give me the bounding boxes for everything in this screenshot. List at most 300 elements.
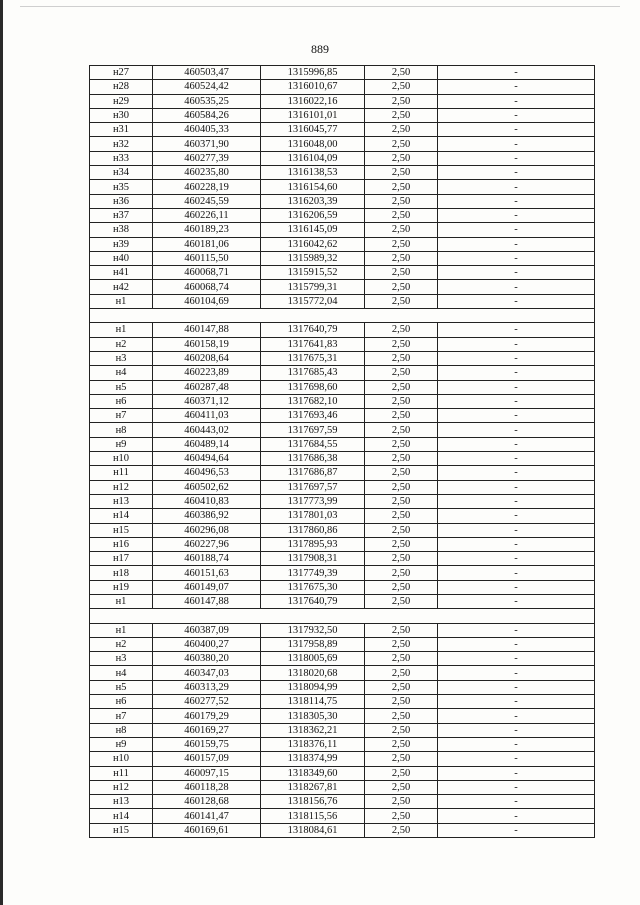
- table-row: [90, 695, 595, 709]
- description-cell: -: [438, 566, 595, 580]
- description-cell: -: [438, 380, 595, 394]
- table-row: [90, 108, 595, 122]
- point-name-cell: н16: [90, 537, 153, 551]
- x-coordinate-cell: 460115,50: [153, 251, 261, 265]
- accuracy-cell: 2,50: [365, 823, 438, 837]
- table-row: [90, 594, 595, 608]
- x-coordinate-cell: 460188,74: [153, 552, 261, 566]
- y-coordinate-cell: 1318267,81: [261, 780, 365, 794]
- table-row: [90, 266, 595, 280]
- accuracy-cell: 2,50: [365, 580, 438, 594]
- table-row: [90, 680, 595, 694]
- accuracy-cell: 2,50: [365, 537, 438, 551]
- accuracy-cell: 2,50: [365, 280, 438, 294]
- x-coordinate-cell: 460097,15: [153, 766, 261, 780]
- table-row: [90, 323, 595, 337]
- table-row: [90, 437, 595, 451]
- accuracy-cell: 2,50: [365, 723, 438, 737]
- table-row: [90, 480, 595, 494]
- point-name-cell: н6: [90, 695, 153, 709]
- description-cell: -: [438, 437, 595, 451]
- accuracy-cell: 2,50: [365, 123, 438, 137]
- point-name-cell: н34: [90, 166, 153, 180]
- separator-cell: [90, 609, 595, 623]
- x-coordinate-cell: 460141,47: [153, 809, 261, 823]
- description-cell: -: [438, 80, 595, 94]
- table-row: [90, 737, 595, 751]
- y-coordinate-cell: 1317686,87: [261, 466, 365, 480]
- table-row: [90, 723, 595, 737]
- y-coordinate-cell: 1317860,86: [261, 523, 365, 537]
- accuracy-cell: 2,50: [365, 594, 438, 608]
- description-cell: -: [438, 223, 595, 237]
- point-name-cell: н1: [90, 594, 153, 608]
- accuracy-cell: 2,50: [365, 437, 438, 451]
- table-row: [90, 466, 595, 480]
- table-row: [90, 223, 595, 237]
- accuracy-cell: 2,50: [365, 552, 438, 566]
- x-coordinate-cell: 460400,27: [153, 637, 261, 651]
- x-coordinate-cell: 460524,42: [153, 80, 261, 94]
- accuracy-cell: 2,50: [365, 151, 438, 165]
- table-row: [90, 652, 595, 666]
- point-name-cell: н12: [90, 780, 153, 794]
- table-row: [90, 752, 595, 766]
- x-coordinate-cell: 460386,92: [153, 509, 261, 523]
- point-name-cell: н13: [90, 494, 153, 508]
- page-number: 889: [311, 42, 329, 56]
- description-cell: -: [438, 680, 595, 694]
- point-name-cell: н39: [90, 237, 153, 251]
- point-name-cell: н18: [90, 566, 153, 580]
- y-coordinate-cell: 1317693,46: [261, 409, 365, 423]
- description-cell: -: [438, 108, 595, 122]
- point-name-cell: н14: [90, 809, 153, 823]
- point-name-cell: н15: [90, 523, 153, 537]
- scan-edge-top: [20, 6, 620, 7]
- y-coordinate-cell: 1317686,38: [261, 452, 365, 466]
- point-name-cell: н4: [90, 666, 153, 680]
- description-cell: -: [438, 323, 595, 337]
- point-name-cell: н12: [90, 480, 153, 494]
- y-coordinate-cell: 1316048,00: [261, 137, 365, 151]
- y-coordinate-cell: 1317749,39: [261, 566, 365, 580]
- table-row: [90, 151, 595, 165]
- y-coordinate-cell: 1318362,21: [261, 723, 365, 737]
- table-row: [90, 709, 595, 723]
- x-coordinate-cell: 460068,71: [153, 266, 261, 280]
- x-coordinate-cell: 460235,80: [153, 166, 261, 180]
- accuracy-cell: 2,50: [365, 337, 438, 351]
- point-name-cell: н31: [90, 123, 153, 137]
- point-name-cell: н15: [90, 823, 153, 837]
- table-row: [90, 566, 595, 580]
- x-coordinate-cell: 460494,64: [153, 452, 261, 466]
- x-coordinate-cell: 460208,64: [153, 351, 261, 365]
- accuracy-cell: 2,50: [365, 480, 438, 494]
- y-coordinate-cell: 1317697,57: [261, 480, 365, 494]
- point-name-cell: н30: [90, 108, 153, 122]
- coordinates-table: [89, 65, 595, 838]
- table-row: [90, 94, 595, 108]
- point-name-cell: н19: [90, 580, 153, 594]
- table-row: [90, 580, 595, 594]
- x-coordinate-cell: 460371,12: [153, 394, 261, 408]
- point-name-cell: н42: [90, 280, 153, 294]
- accuracy-cell: 2,50: [365, 809, 438, 823]
- accuracy-cell: 2,50: [365, 423, 438, 437]
- table-row: [90, 66, 595, 80]
- description-cell: -: [438, 723, 595, 737]
- accuracy-cell: 2,50: [365, 94, 438, 108]
- section-separator-row: [90, 609, 595, 623]
- accuracy-cell: 2,50: [365, 108, 438, 122]
- y-coordinate-cell: 1318020,68: [261, 666, 365, 680]
- scan-edge-left: [0, 0, 3, 905]
- x-coordinate-cell: 460151,63: [153, 566, 261, 580]
- x-coordinate-cell: 460371,90: [153, 137, 261, 151]
- description-cell: -: [438, 194, 595, 208]
- y-coordinate-cell: 1316154,60: [261, 180, 365, 194]
- separator-cell: [90, 309, 595, 323]
- table-row: [90, 623, 595, 637]
- point-name-cell: н1: [90, 623, 153, 637]
- y-coordinate-cell: 1318115,56: [261, 809, 365, 823]
- accuracy-cell: 2,50: [365, 66, 438, 80]
- y-coordinate-cell: 1317801,03: [261, 509, 365, 523]
- point-name-cell: н7: [90, 409, 153, 423]
- accuracy-cell: 2,50: [365, 223, 438, 237]
- accuracy-cell: 2,50: [365, 737, 438, 751]
- x-coordinate-cell: 460147,88: [153, 594, 261, 608]
- table-row: [90, 80, 595, 94]
- description-cell: -: [438, 780, 595, 794]
- y-coordinate-cell: 1318156,76: [261, 795, 365, 809]
- description-cell: -: [438, 66, 595, 80]
- table-row: [90, 409, 595, 423]
- description-cell: -: [438, 137, 595, 151]
- point-name-cell: н28: [90, 80, 153, 94]
- accuracy-cell: 2,50: [365, 80, 438, 94]
- y-coordinate-cell: 1315772,04: [261, 294, 365, 308]
- point-name-cell: н1: [90, 323, 153, 337]
- table-row: [90, 537, 595, 551]
- x-coordinate-cell: 460411,03: [153, 409, 261, 423]
- x-coordinate-cell: 460118,28: [153, 780, 261, 794]
- y-coordinate-cell: 1318376,11: [261, 737, 365, 751]
- y-coordinate-cell: 1316045,77: [261, 123, 365, 137]
- point-name-cell: н37: [90, 208, 153, 222]
- accuracy-cell: 2,50: [365, 766, 438, 780]
- table-row: [90, 394, 595, 408]
- table-row: [90, 494, 595, 508]
- description-cell: -: [438, 494, 595, 508]
- table-row: [90, 208, 595, 222]
- description-cell: -: [438, 294, 595, 308]
- accuracy-cell: 2,50: [365, 323, 438, 337]
- y-coordinate-cell: 1318305,30: [261, 709, 365, 723]
- description-cell: -: [438, 580, 595, 594]
- description-cell: -: [438, 766, 595, 780]
- description-cell: -: [438, 594, 595, 608]
- x-coordinate-cell: 460158,19: [153, 337, 261, 351]
- accuracy-cell: 2,50: [365, 137, 438, 151]
- accuracy-cell: 2,50: [365, 394, 438, 408]
- y-coordinate-cell: 1317682,10: [261, 394, 365, 408]
- y-coordinate-cell: 1316138,53: [261, 166, 365, 180]
- y-coordinate-cell: 1318374,99: [261, 752, 365, 766]
- point-name-cell: н11: [90, 466, 153, 480]
- accuracy-cell: 2,50: [365, 666, 438, 680]
- x-coordinate-cell: 460405,33: [153, 123, 261, 137]
- y-coordinate-cell: 1318094,99: [261, 680, 365, 694]
- description-cell: -: [438, 237, 595, 251]
- description-cell: -: [438, 552, 595, 566]
- description-cell: -: [438, 523, 595, 537]
- point-name-cell: н32: [90, 137, 153, 151]
- y-coordinate-cell: 1316203,39: [261, 194, 365, 208]
- y-coordinate-cell: 1317698,60: [261, 380, 365, 394]
- x-coordinate-cell: 460159,75: [153, 737, 261, 751]
- x-coordinate-cell: 460157,09: [153, 752, 261, 766]
- y-coordinate-cell: 1316022,16: [261, 94, 365, 108]
- accuracy-cell: 2,50: [365, 351, 438, 365]
- y-coordinate-cell: 1316206,59: [261, 208, 365, 222]
- y-coordinate-cell: 1317908,31: [261, 552, 365, 566]
- y-coordinate-cell: 1317958,89: [261, 637, 365, 651]
- accuracy-cell: 2,50: [365, 494, 438, 508]
- x-coordinate-cell: 460277,52: [153, 695, 261, 709]
- coordinates-table-body: [90, 66, 595, 838]
- table-row: [90, 552, 595, 566]
- table-row: [90, 337, 595, 351]
- x-coordinate-cell: 460313,29: [153, 680, 261, 694]
- accuracy-cell: 2,50: [365, 266, 438, 280]
- y-coordinate-cell: 1317895,93: [261, 537, 365, 551]
- description-cell: -: [438, 409, 595, 423]
- description-cell: -: [438, 180, 595, 194]
- table-row: [90, 351, 595, 365]
- description-cell: -: [438, 166, 595, 180]
- table-row: [90, 380, 595, 394]
- description-cell: -: [438, 823, 595, 837]
- x-coordinate-cell: 460228,19: [153, 180, 261, 194]
- table-row: [90, 523, 595, 537]
- accuracy-cell: 2,50: [365, 795, 438, 809]
- description-cell: -: [438, 123, 595, 137]
- x-coordinate-cell: 460189,23: [153, 223, 261, 237]
- x-coordinate-cell: 460149,07: [153, 580, 261, 594]
- x-coordinate-cell: 460181,06: [153, 237, 261, 251]
- description-cell: -: [438, 709, 595, 723]
- point-name-cell: н11: [90, 766, 153, 780]
- table-row: [90, 237, 595, 251]
- x-coordinate-cell: 460128,68: [153, 795, 261, 809]
- point-name-cell: н27: [90, 66, 153, 80]
- accuracy-cell: 2,50: [365, 466, 438, 480]
- x-coordinate-cell: 460443,02: [153, 423, 261, 437]
- table-row: [90, 795, 595, 809]
- x-coordinate-cell: 460245,59: [153, 194, 261, 208]
- point-name-cell: н29: [90, 94, 153, 108]
- table-row: [90, 366, 595, 380]
- table-row: [90, 194, 595, 208]
- y-coordinate-cell: 1315989,32: [261, 251, 365, 265]
- x-coordinate-cell: 460068,74: [153, 280, 261, 294]
- description-cell: -: [438, 94, 595, 108]
- point-name-cell: н13: [90, 795, 153, 809]
- y-coordinate-cell: 1317641,83: [261, 337, 365, 351]
- table-row: [90, 452, 595, 466]
- x-coordinate-cell: 460287,48: [153, 380, 261, 394]
- description-cell: -: [438, 795, 595, 809]
- description-cell: -: [438, 637, 595, 651]
- table-row: [90, 423, 595, 437]
- description-cell: -: [438, 423, 595, 437]
- y-coordinate-cell: 1316145,09: [261, 223, 365, 237]
- point-name-cell: н6: [90, 394, 153, 408]
- x-coordinate-cell: 460277,39: [153, 151, 261, 165]
- table-row: [90, 123, 595, 137]
- point-name-cell: н9: [90, 737, 153, 751]
- accuracy-cell: 2,50: [365, 680, 438, 694]
- point-name-cell: н38: [90, 223, 153, 237]
- accuracy-cell: 2,50: [365, 194, 438, 208]
- point-name-cell: н3: [90, 652, 153, 666]
- point-name-cell: н40: [90, 251, 153, 265]
- x-coordinate-cell: 460223,89: [153, 366, 261, 380]
- y-coordinate-cell: 1315799,31: [261, 280, 365, 294]
- point-name-cell: н10: [90, 452, 153, 466]
- point-name-cell: н9: [90, 437, 153, 451]
- y-coordinate-cell: 1317640,79: [261, 323, 365, 337]
- y-coordinate-cell: 1317932,50: [261, 623, 365, 637]
- accuracy-cell: 2,50: [365, 180, 438, 194]
- description-cell: -: [438, 480, 595, 494]
- description-cell: -: [438, 452, 595, 466]
- x-coordinate-cell: 460296,08: [153, 523, 261, 537]
- table-row: [90, 137, 595, 151]
- point-name-cell: н7: [90, 709, 153, 723]
- y-coordinate-cell: 1316010,67: [261, 80, 365, 94]
- x-coordinate-cell: 460179,29: [153, 709, 261, 723]
- point-name-cell: н33: [90, 151, 153, 165]
- table-row: [90, 809, 595, 823]
- accuracy-cell: 2,50: [365, 709, 438, 723]
- point-name-cell: н14: [90, 509, 153, 523]
- x-coordinate-cell: 460535,25: [153, 94, 261, 108]
- description-cell: -: [438, 151, 595, 165]
- accuracy-cell: 2,50: [365, 380, 438, 394]
- description-cell: -: [438, 652, 595, 666]
- point-name-cell: н10: [90, 752, 153, 766]
- point-name-cell: н3: [90, 351, 153, 365]
- description-cell: -: [438, 466, 595, 480]
- description-cell: -: [438, 666, 595, 680]
- point-name-cell: н4: [90, 366, 153, 380]
- description-cell: -: [438, 251, 595, 265]
- description-cell: -: [438, 623, 595, 637]
- description-cell: -: [438, 394, 595, 408]
- x-coordinate-cell: 460410,83: [153, 494, 261, 508]
- description-cell: -: [438, 752, 595, 766]
- y-coordinate-cell: 1317684,55: [261, 437, 365, 451]
- y-coordinate-cell: 1318005,69: [261, 652, 365, 666]
- point-name-cell: н2: [90, 637, 153, 651]
- accuracy-cell: 2,50: [365, 166, 438, 180]
- x-coordinate-cell: 460502,62: [153, 480, 261, 494]
- description-cell: -: [438, 509, 595, 523]
- description-cell: -: [438, 366, 595, 380]
- accuracy-cell: 2,50: [365, 752, 438, 766]
- point-name-cell: н2: [90, 337, 153, 351]
- y-coordinate-cell: 1317685,43: [261, 366, 365, 380]
- x-coordinate-cell: 460496,53: [153, 466, 261, 480]
- description-cell: -: [438, 337, 595, 351]
- y-coordinate-cell: 1316042,62: [261, 237, 365, 251]
- table-row: [90, 180, 595, 194]
- accuracy-cell: 2,50: [365, 623, 438, 637]
- y-coordinate-cell: 1316104,09: [261, 151, 365, 165]
- accuracy-cell: 2,50: [365, 523, 438, 537]
- description-cell: -: [438, 266, 595, 280]
- table-row: [90, 280, 595, 294]
- accuracy-cell: 2,50: [365, 695, 438, 709]
- y-coordinate-cell: 1317697,59: [261, 423, 365, 437]
- x-coordinate-cell: 460226,11: [153, 208, 261, 222]
- x-coordinate-cell: 460503,47: [153, 66, 261, 80]
- accuracy-cell: 2,50: [365, 509, 438, 523]
- accuracy-cell: 2,50: [365, 366, 438, 380]
- point-name-cell: н8: [90, 723, 153, 737]
- description-cell: -: [438, 537, 595, 551]
- accuracy-cell: 2,50: [365, 294, 438, 308]
- point-name-cell: н5: [90, 680, 153, 694]
- accuracy-cell: 2,50: [365, 251, 438, 265]
- y-coordinate-cell: 1317675,30: [261, 580, 365, 594]
- point-name-cell: н5: [90, 380, 153, 394]
- x-coordinate-cell: 460147,88: [153, 323, 261, 337]
- point-name-cell: н36: [90, 194, 153, 208]
- point-name-cell: н8: [90, 423, 153, 437]
- section-separator-row: [90, 309, 595, 323]
- description-cell: -: [438, 737, 595, 751]
- table-row: [90, 637, 595, 651]
- point-name-cell: н1: [90, 294, 153, 308]
- y-coordinate-cell: 1318349,60: [261, 766, 365, 780]
- accuracy-cell: 2,50: [365, 452, 438, 466]
- x-coordinate-cell: 460489,14: [153, 437, 261, 451]
- point-name-cell: н41: [90, 266, 153, 280]
- x-coordinate-cell: 460169,61: [153, 823, 261, 837]
- table-row: [90, 666, 595, 680]
- accuracy-cell: 2,50: [365, 409, 438, 423]
- description-cell: -: [438, 208, 595, 222]
- y-coordinate-cell: 1317640,79: [261, 594, 365, 608]
- y-coordinate-cell: 1317773,99: [261, 494, 365, 508]
- table-row: [90, 251, 595, 265]
- description-cell: -: [438, 280, 595, 294]
- table-row: [90, 766, 595, 780]
- accuracy-cell: 2,50: [365, 208, 438, 222]
- y-coordinate-cell: 1317675,31: [261, 351, 365, 365]
- y-coordinate-cell: 1315915,52: [261, 266, 365, 280]
- table-row: [90, 823, 595, 837]
- accuracy-cell: 2,50: [365, 566, 438, 580]
- description-cell: -: [438, 351, 595, 365]
- y-coordinate-cell: 1316101,01: [261, 108, 365, 122]
- accuracy-cell: 2,50: [365, 237, 438, 251]
